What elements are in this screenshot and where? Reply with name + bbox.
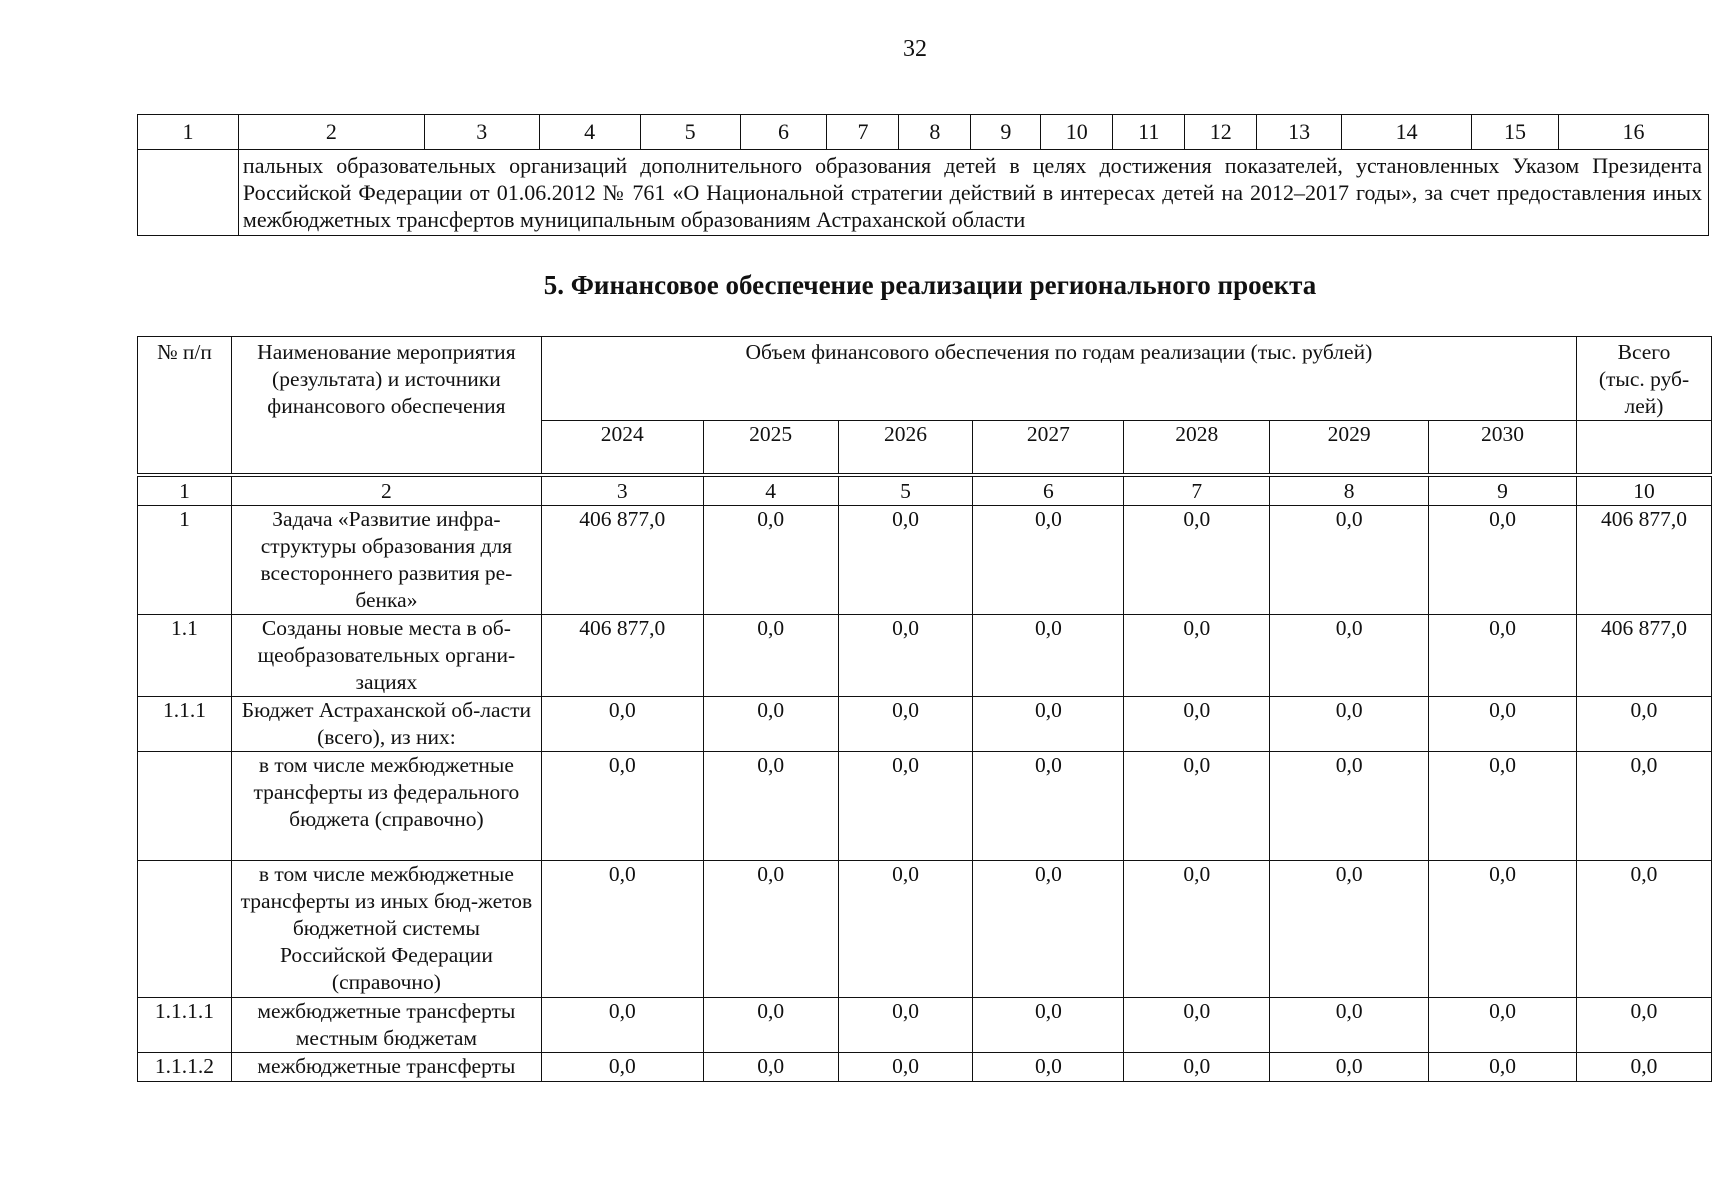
row-value: 406 877,0	[1576, 506, 1711, 615]
row-value: 0,0	[838, 506, 973, 615]
row-value: 0,0	[838, 998, 973, 1053]
financing-table	[137, 336, 1712, 1082]
row-value: 0,0	[1576, 998, 1711, 1053]
table-row	[138, 697, 1712, 752]
row-value: 0,0	[541, 861, 703, 998]
row-value: 0,0	[973, 697, 1124, 752]
row-value: 0,0	[703, 752, 838, 861]
year-header-2028: 2028	[1124, 421, 1270, 476]
column-number-cell: 7	[1124, 475, 1270, 506]
year-header-2026: 2026	[838, 421, 973, 476]
row-value: 0,0	[1429, 697, 1577, 752]
year-header-2030: 2030	[1429, 421, 1577, 476]
row-value: 0,0	[1124, 998, 1270, 1053]
column-number-cell: 8	[1270, 475, 1429, 506]
column-number-cell: 10	[1041, 115, 1113, 150]
row-value: 0,0	[973, 861, 1124, 998]
column-number-cell: 3	[541, 475, 703, 506]
row-value: 0,0	[973, 752, 1124, 861]
row-value: 0,0	[703, 861, 838, 998]
year-header-2027: 2027	[973, 421, 1124, 476]
financing-table-column-numbers	[138, 475, 1712, 506]
row-value: 0,0	[1270, 615, 1429, 697]
header-total: Всего (тыс. руб-лей)	[1576, 337, 1711, 421]
row-value: 0,0	[1124, 752, 1270, 861]
row-value: 0,0	[1576, 697, 1711, 752]
row-name: Бюджет Астраханской об-ласти (всего), из них:	[231, 697, 541, 752]
row-value: 0,0	[1124, 1053, 1270, 1082]
row-value: 0,0	[703, 697, 838, 752]
row-value: 406 877,0	[1576, 615, 1711, 697]
row-value: 0,0	[1429, 998, 1577, 1053]
row-value: 0,0	[973, 615, 1124, 697]
financing-table-header-row	[138, 337, 1712, 421]
row-value: 0,0	[1124, 861, 1270, 998]
row-value: 0,0	[541, 1053, 703, 1082]
column-number-cell: 13	[1257, 115, 1342, 150]
row-value: 0,0	[541, 697, 703, 752]
column-number-cell: 12	[1185, 115, 1257, 150]
row-value: 0,0	[1124, 506, 1270, 615]
row-value: 0,0	[973, 1053, 1124, 1082]
column-number-cell: 8	[899, 115, 971, 150]
row-index: 1.1.1	[138, 697, 232, 752]
row-name: Созданы новые места в об-щеобразовательных органи-зациях	[231, 615, 541, 697]
continuation-table-header-row	[138, 115, 1709, 150]
column-number-cell: 1	[138, 115, 239, 150]
row-value: 406 877,0	[541, 506, 703, 615]
column-number-cell: 7	[827, 115, 899, 150]
column-number-cell: 9	[971, 115, 1041, 150]
row-value: 0,0	[838, 697, 973, 752]
column-number-cell: 16	[1558, 115, 1708, 150]
row-value: 0,0	[541, 998, 703, 1053]
row-index: 1.1	[138, 615, 232, 697]
row-value: 0,0	[1576, 861, 1711, 998]
column-number-cell: 5	[640, 115, 740, 150]
column-number-cell: 4	[539, 115, 640, 150]
row-name: межбюджетные трансферты местным бюджетам	[231, 998, 541, 1053]
row-value: 406 877,0	[541, 615, 703, 697]
row-value: 0,0	[541, 752, 703, 861]
column-number-cell: 1	[138, 475, 232, 506]
row-index: 1.1.1.1	[138, 998, 232, 1053]
row-name: Задача «Развитие инфра-структуры образования для всестороннего развития ре-бенка»	[231, 506, 541, 615]
row-value: 0,0	[1270, 1053, 1429, 1082]
row-value: 0,0	[1576, 752, 1711, 861]
row-index	[138, 861, 232, 998]
continuation-table	[137, 114, 1709, 236]
header-name: Наименование мероприятия (результата) и источники финансового обеспечения	[231, 337, 541, 476]
page-number: 32	[903, 36, 927, 62]
row-value: 0,0	[1270, 506, 1429, 615]
row-value: 0,0	[703, 615, 838, 697]
column-number-cell: 2	[231, 475, 541, 506]
row-index: 1.1.1.2	[138, 1053, 232, 1082]
continuation-table-row	[138, 150, 1709, 236]
row-value: 0,0	[1124, 615, 1270, 697]
row-value: 0,0	[1429, 506, 1577, 615]
table-row	[138, 615, 1712, 697]
year-header-blank	[1576, 421, 1711, 476]
column-number-cell: 3	[424, 115, 539, 150]
column-number-cell: 10	[1576, 475, 1711, 506]
row-value: 0,0	[838, 615, 973, 697]
year-header-2025: 2025	[703, 421, 838, 476]
year-header-2024: 2024	[541, 421, 703, 476]
year-header-2029: 2029	[1270, 421, 1429, 476]
row-value: 0,0	[1124, 697, 1270, 752]
table-row	[138, 1053, 1712, 1082]
row-name: в том числе межбюджетные трансферты из федерального бюджета (справочно)	[231, 752, 541, 861]
row-value: 0,0	[1429, 752, 1577, 861]
row-index: 1	[138, 506, 232, 615]
row-value: 0,0	[703, 506, 838, 615]
header-num: № п/п	[138, 337, 232, 476]
column-number-cell: 15	[1472, 115, 1559, 150]
empty-cell	[138, 150, 239, 236]
row-value: 0,0	[838, 752, 973, 861]
column-number-cell: 6	[740, 115, 827, 150]
header-volume: Объем финансового обеспечения по годам реализации (тыс. рублей)	[541, 337, 1576, 421]
continuation-text: пальных образовательных организаций дополнительного образования детей в целях достижения показателей, установленных Указом Президента Российской Федерации от 01.06.2012 № 761 «О Национальной стратегии действий в интересах детей на 2012–2017 годы», за счет предоставления иных межбюджетных трансфертов муниципальным образованиям Астраханской области	[238, 150, 1708, 236]
row-index	[138, 752, 232, 861]
table-row	[138, 506, 1712, 615]
column-number-cell: 5	[838, 475, 973, 506]
row-value: 0,0	[838, 1053, 973, 1082]
column-number-cell: 14	[1342, 115, 1472, 150]
table-row	[138, 752, 1712, 861]
row-value: 0,0	[1270, 697, 1429, 752]
table-row	[138, 998, 1712, 1053]
row-value: 0,0	[838, 861, 973, 998]
column-number-cell: 2	[238, 115, 424, 150]
row-value: 0,0	[973, 506, 1124, 615]
row-value: 0,0	[703, 1053, 838, 1082]
column-number-cell: 4	[703, 475, 838, 506]
row-value: 0,0	[1429, 861, 1577, 998]
row-value: 0,0	[1429, 615, 1577, 697]
row-name: в том числе межбюджетные трансферты из иных бюд-жетов бюджетной системы Российской Федерации (справочно)	[231, 861, 541, 998]
column-number-cell: 6	[973, 475, 1124, 506]
row-value: 0,0	[703, 998, 838, 1053]
row-value: 0,0	[1270, 752, 1429, 861]
section-title: 5. Финансовое обеспечение реализации регионального проекта	[543, 270, 1317, 300]
row-value: 0,0	[1270, 998, 1429, 1053]
table-row	[138, 861, 1712, 998]
row-name: межбюджетные трансферты	[231, 1053, 541, 1082]
row-value: 0,0	[1429, 1053, 1577, 1082]
row-value: 0,0	[1576, 1053, 1711, 1082]
row-value: 0,0	[973, 998, 1124, 1053]
column-number-cell: 9	[1429, 475, 1577, 506]
column-number-cell: 11	[1113, 115, 1185, 150]
row-value: 0,0	[1270, 861, 1429, 998]
